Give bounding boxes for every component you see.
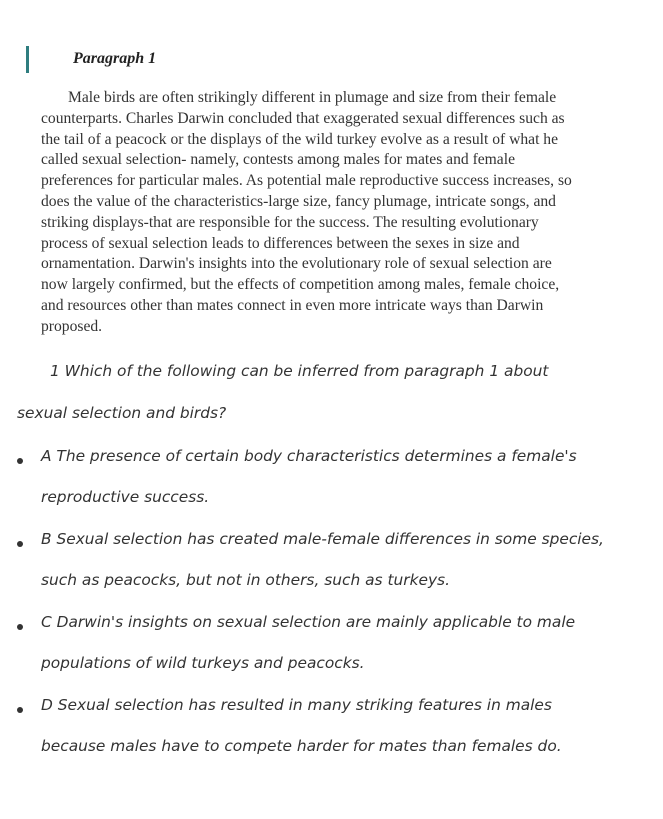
answer-option-text: B Sexual selection has created male-female differences in some species, bbox=[41, 530, 604, 548]
question-text-line: 1 Which of the following can be inferred from paragraph 1 about bbox=[50, 362, 549, 380]
bullet-icon bbox=[17, 458, 23, 464]
question-text-line: sexual selection and birds? bbox=[17, 404, 227, 422]
answer-option-text: reproductive success. bbox=[41, 488, 210, 506]
paragraph-line: called sexual selection- namely, contests among males for mates and female bbox=[41, 151, 515, 169]
answer-option-text: populations of wild turkeys and peacocks. bbox=[41, 654, 365, 672]
paragraph-title: Paragraph 1 bbox=[73, 50, 157, 67]
paragraph-line: proposed. bbox=[41, 317, 103, 335]
answer-option-text: A The presence of certain body characteristics determines a female's bbox=[41, 447, 577, 465]
paragraph-line: now largely confirmed, but the effects of competition among males, female choice, bbox=[41, 276, 560, 294]
paragraph-line: does the value of the characteristics-large size, fancy plumage, intricate songs, and bbox=[41, 193, 556, 210]
paragraph-line: preferences for particular males. As potential male reproductive success increases, so bbox=[41, 172, 572, 190]
paragraph-line: counterparts. Charles Darwin concluded that exaggerated sexual differences such as bbox=[41, 109, 565, 127]
paragraph-line: and resources other than mates connect in even more intricate ways than Darwin bbox=[41, 297, 544, 314]
bullet-icon bbox=[17, 707, 23, 713]
bullet-icon bbox=[17, 624, 23, 630]
paragraph-line: process of sexual selection leads to differences between the sexes in size and bbox=[41, 234, 520, 252]
answer-option-text: such as peacocks, but not in others, such as turkeys. bbox=[41, 571, 450, 589]
paragraph-line: Male birds are often strikingly different in plumage and size from their female bbox=[68, 89, 557, 106]
paragraph-line: ornamentation. Darwin's insights into the evolutionary role of sexual selection are bbox=[41, 255, 552, 273]
bullet-icon bbox=[17, 541, 23, 547]
answer-option-text: because males have to compete harder for mates than females do. bbox=[41, 737, 562, 755]
paragraph-marker-bar bbox=[26, 46, 29, 73]
answer-option-text: C Darwin's insights on sexual selection are mainly applicable to male bbox=[41, 613, 576, 631]
answer-option-text: D Sexual selection has resulted in many striking features in males bbox=[41, 696, 552, 714]
paragraph-line: the tail of a peacock or the displays of the wild turkey evolve as a result of what he bbox=[41, 130, 559, 148]
paragraph-line: striking displays-that are responsible for the success. The resulting evolutionary bbox=[41, 213, 539, 231]
